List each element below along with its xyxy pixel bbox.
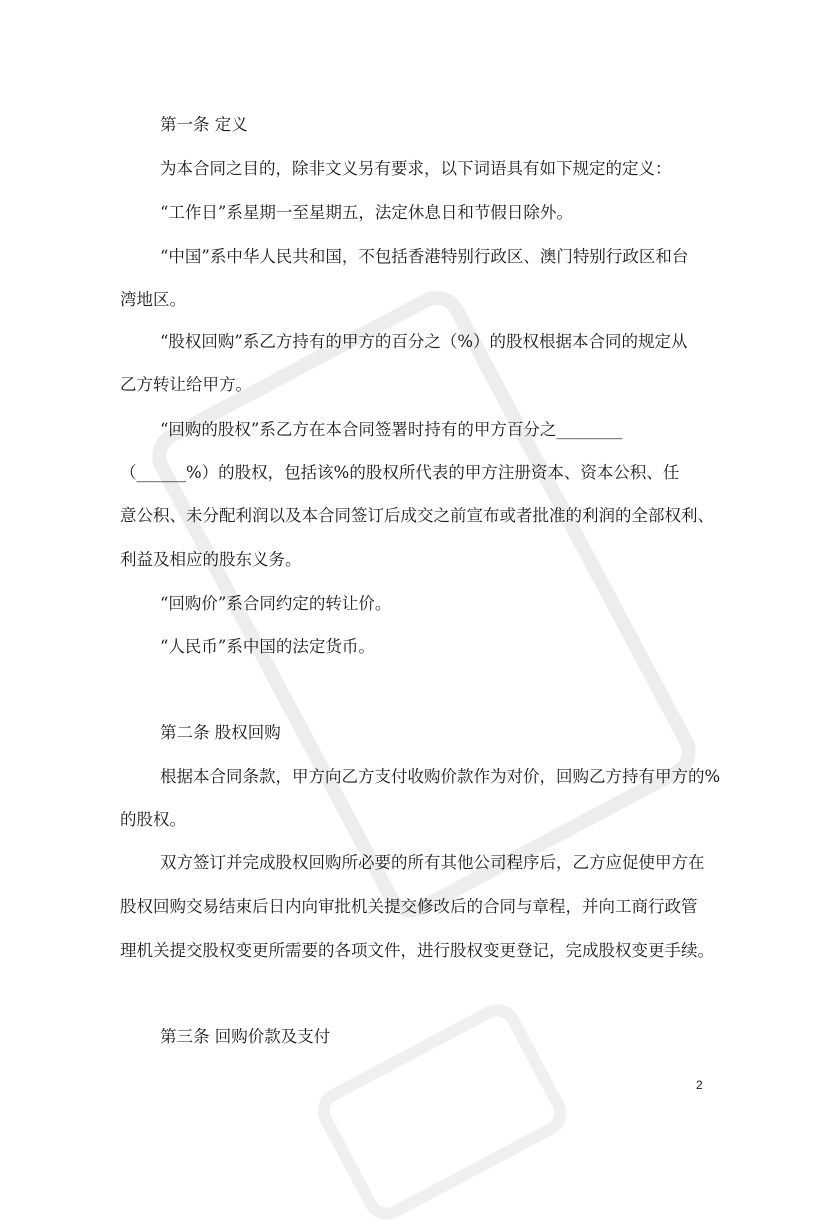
page-number: 2 <box>696 1078 703 1092</box>
paragraph-line: “回购价”系合同约定的转让价。 <box>160 594 392 613</box>
paragraph-line: 湾地区。 <box>120 290 186 309</box>
paragraph-line: （______%）的股权，包括该%的股权所代表的甲方注册资本、资本公积、任 <box>120 463 680 482</box>
paragraph-line: 双方签订并完成股权回购所必要的所有其他公司程序后，乙方应促使甲方在 <box>160 853 705 872</box>
paragraph-line: 根据本合同条款，甲方向乙方支付收购价款作为对价，回购乙方持有甲方的% <box>160 767 721 786</box>
paragraph-line: 理机关提交股权变更所需要的各项文件，进行股权变更登记，完成股权变更手续。 <box>120 941 714 960</box>
paragraph-line: 的股权。 <box>120 810 186 829</box>
paragraph-line: 为本合同之目的，除非文义另有要求，以下词语具有如下规定的定义： <box>160 159 672 178</box>
paragraph-line: “股权回购”系乙方持有的甲方的百分之（%）的股权根据本合同的规定从 <box>160 332 688 351</box>
paragraph-line: 乙方转让给甲方。 <box>120 375 252 394</box>
paragraph-line: 股权回购交易结束后日内向审批机关提交修改后的合同与章程，并向工商行政管 <box>120 897 698 916</box>
paragraph-line: “中国”系中华人民共和国，不包括香港特别行政区、澳门特别行政区和台 <box>160 247 689 266</box>
paragraph-line: 利益及相应的股东义务。 <box>120 550 302 569</box>
paragraph-line: “工作日”系星期一至星期五，法定休息日和节假日除外。 <box>160 203 573 222</box>
section-heading: 第二条 股权回购 <box>160 723 281 742</box>
section-heading: 第三条 回购价款及支付 <box>160 1027 331 1046</box>
section-heading: 第一条 定义 <box>160 115 248 134</box>
paragraph-line: “回购的股权”系乙方在本合同签署时持有的甲方百分之________ <box>160 420 623 439</box>
paragraph-line: “人民币”系中国的法定货币。 <box>160 637 375 656</box>
paragraph-line: 意公积、未分配利润以及本合同签订后成交之前宣布或者批准的利润的全部权利、 <box>120 506 714 525</box>
